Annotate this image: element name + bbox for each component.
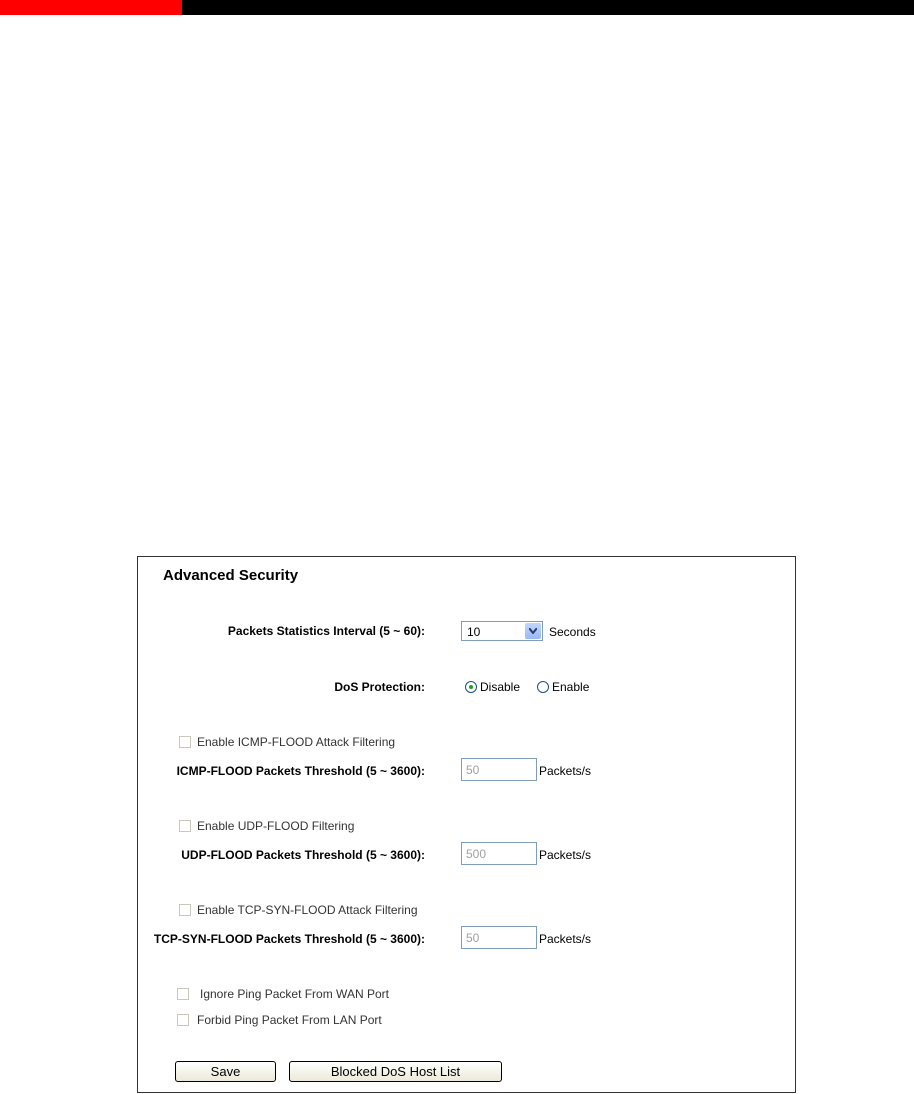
- page-title: Advanced Security: [163, 567, 299, 584]
- top-banner-accent: [0, 0, 182, 15]
- save-button[interactable]: Save: [175, 1061, 276, 1082]
- icmp-filter-label: Enable ICMP-FLOOD Attack Filtering: [197, 735, 396, 749]
- tcp-syn-threshold-unit: Packets/s: [539, 932, 592, 946]
- interval-value: 10: [467, 625, 481, 639]
- tcp-syn-filter-label: Enable TCP-SYN-FLOOD Attack Filtering: [197, 903, 418, 917]
- ignore-wan-ping-label: Ignore Ping Packet From WAN Port: [200, 987, 389, 1001]
- forbid-lan-ping-label: Forbid Ping Packet From LAN Port: [197, 1013, 382, 1027]
- dos-disable-label: Disable: [480, 680, 521, 694]
- dos-protection-label: DoS Protection:: [334, 680, 425, 694]
- icmp-filter-checkbox[interactable]: [179, 736, 191, 748]
- dos-disable-radio[interactable]: [465, 681, 477, 693]
- udp-threshold-input[interactable]: 500: [461, 842, 537, 865]
- icmp-threshold-label: ICMP-FLOOD Packets Threshold (5 ~ 3600):: [176, 764, 425, 778]
- tcp-syn-filter-checkbox[interactable]: [179, 904, 191, 916]
- icmp-threshold-unit: Packets/s: [539, 764, 592, 778]
- dos-enable-radio[interactable]: [537, 681, 549, 693]
- icmp-threshold-input[interactable]: 50: [461, 758, 537, 781]
- udp-threshold-unit: Packets/s: [539, 848, 592, 862]
- udp-filter-checkbox[interactable]: [179, 820, 191, 832]
- udp-filter-label: Enable UDP-FLOOD Filtering: [197, 819, 355, 833]
- tcp-syn-threshold-label: TCP-SYN-FLOOD Packets Threshold (5 ~ 3600):: [153, 932, 425, 946]
- forbid-lan-ping-checkbox[interactable]: [177, 1014, 189, 1026]
- interval-label: Packets Statistics Interval (5 ~ 60):: [227, 624, 425, 638]
- udp-threshold-label: UDP-FLOOD Packets Threshold (5 ~ 3600):: [181, 848, 425, 862]
- ignore-wan-ping-checkbox[interactable]: [177, 988, 189, 1000]
- tcp-syn-threshold-input[interactable]: 50: [461, 926, 537, 949]
- interval-unit: Seconds: [549, 625, 596, 639]
- advanced-security-panel: [137, 556, 796, 1093]
- dos-enable-label: Enable: [552, 680, 590, 694]
- interval-select[interactable]: [461, 621, 543, 641]
- chevron-down-icon[interactable]: [525, 623, 541, 639]
- blocked-dos-host-list-button[interactable]: Blocked DoS Host List: [289, 1061, 502, 1082]
